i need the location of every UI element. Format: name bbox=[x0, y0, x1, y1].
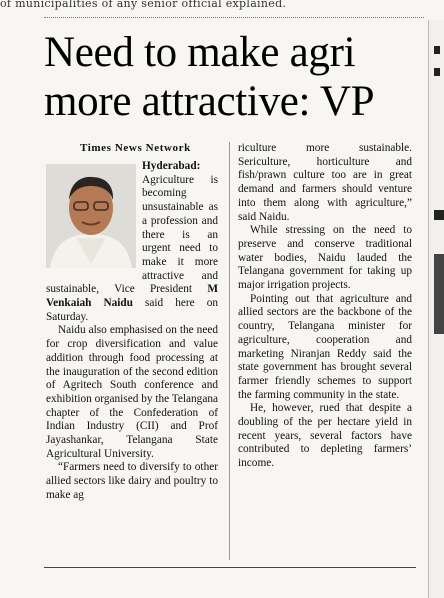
edge-image bbox=[434, 254, 444, 334]
column-rule bbox=[229, 142, 230, 560]
previous-article-strip bbox=[0, 0, 444, 14]
headline-line-2: more attractive: VP bbox=[44, 78, 375, 125]
edge-bar bbox=[434, 68, 440, 76]
person-name: M Venkaiah Naidu bbox=[46, 283, 218, 310]
portrait-icon bbox=[46, 164, 136, 268]
lead-text: Agriculture is becoming unsustainable as a profession and there is an urgent need to make it more attractive and sustainable, Vice President bbox=[46, 173, 218, 296]
headline bbox=[44, 28, 440, 126]
article-column-2 bbox=[238, 142, 412, 471]
lead-paragraph bbox=[46, 160, 218, 324]
paragraph-2: Naidu also emphasised on the need for crop diversification and value addition through food processing at the inauguration of the second edition of Agritech South conference and exhibition organised by the Telangana chapter of the Confederation of Indian Industry (CII) and Prof Jayashankar, Telangana State Agricultural University. bbox=[46, 324, 218, 460]
byline: Times News Network bbox=[80, 142, 191, 154]
portrait-photo bbox=[46, 164, 136, 268]
edge-bar bbox=[434, 210, 444, 220]
lead-end: said here on Saturday. bbox=[46, 297, 218, 323]
edge-bar bbox=[434, 46, 440, 54]
paragraph-4: While stressing on the need to preserve and conserve traditional water bodies, Naidu lauded the Telangana government for taking up major irrigation projects. bbox=[238, 224, 412, 292]
headline-line-1: Need to make agri bbox=[44, 29, 356, 76]
dateline: Hyderabad: bbox=[142, 160, 201, 172]
paragraph-5: Pointing out that agriculture and allied sectors are the backbone of the country, Telangana minister for agriculture, cooperation and marketing Niranjan Reddy said the state government has brought several farmer friendly schemes to support the farming community in the state. bbox=[238, 292, 412, 401]
paragraph-3a: “Farmers need to diversify to other allied sectors like dairy and poultry to make ag bbox=[46, 461, 218, 501]
paragraph-6: He, however, rued that despite a doubling of the per hectare yield in recent years, several factors have contributed to depleting farmers’ income. bbox=[238, 402, 412, 470]
bottom-rule bbox=[44, 567, 416, 568]
dotted-divider bbox=[44, 17, 424, 18]
paragraph-3b: riculture more sustainable. Sericulture, horticulture and fish/prawn culture too are in great demand and farmers should venture into them along with agriculture,” said Naidu. bbox=[238, 142, 412, 223]
previous-article-text: of municipalities of any senior official explained. bbox=[0, 0, 287, 10]
article-column-1 bbox=[46, 160, 218, 503]
